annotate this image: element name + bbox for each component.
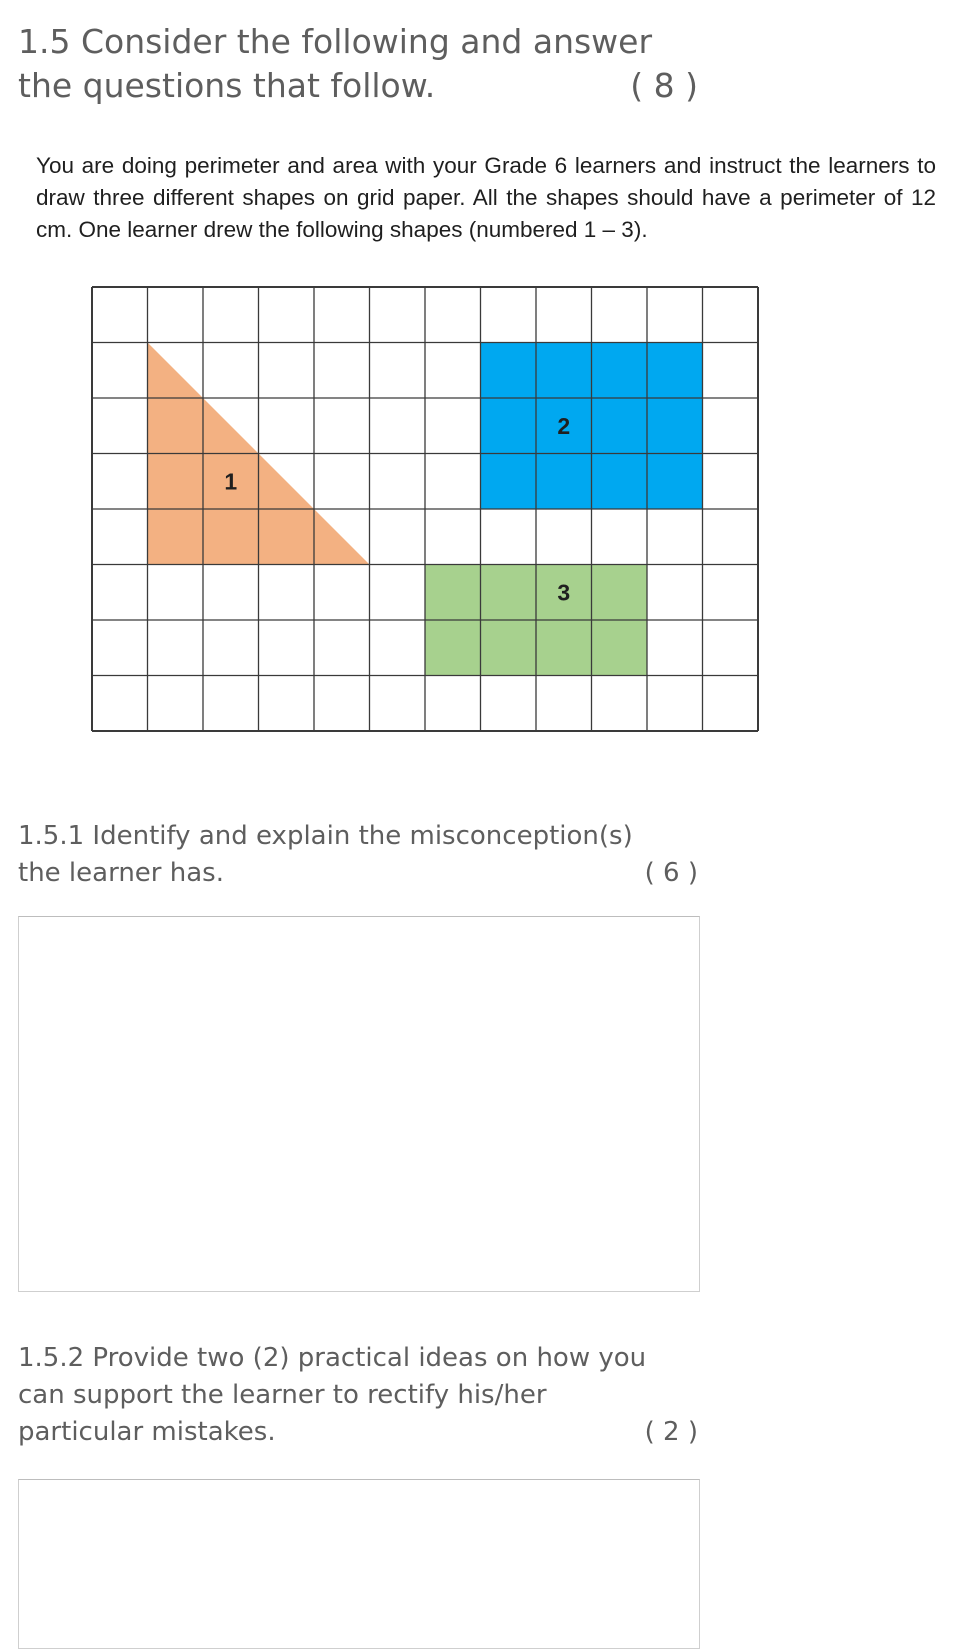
- grid-paper-figure: [91, 286, 759, 740]
- sub-question-1-5-2-line3: particular mistakes.: [18, 1417, 276, 1447]
- sub-question-1-5-2-line1: 1.5.2 Provide two (2) practical ideas on how you: [18, 1343, 647, 1373]
- answer-field-1-5-2[interactable]: [18, 1479, 700, 1649]
- sub-question-1-5-2-line2: can support the learner to rectify his/her: [18, 1380, 547, 1410]
- grid-figure: [91, 286, 759, 744]
- sub-question-1-5-1-line1: 1.5.1 Identify and explain the misconception(s): [18, 821, 633, 851]
- answer-field-1-5-1[interactable]: [18, 916, 700, 1292]
- question-title-line1: 1.5 Consider the following and answer: [18, 22, 653, 61]
- sub-question-1-5-2: [18, 1340, 698, 1451]
- question-heading: [18, 20, 698, 108]
- sub-question-1-5-1: [18, 818, 698, 892]
- shape-label-3: 3: [557, 579, 571, 606]
- shape-label-2: 2: [557, 412, 571, 439]
- shape-label-1: 1: [224, 468, 238, 495]
- question-title-line2: the questions that follow.: [18, 66, 436, 105]
- sub-question-1-5-1-marks: ( 6 ): [644, 858, 698, 888]
- question-marks: ( 8 ): [630, 66, 698, 105]
- sub-question-1-5-2-marks: ( 2 ): [644, 1417, 698, 1447]
- instructions-text: You are doing perimeter and area with your Grade 6 learners and instruct the learners to draw three different shapes on grid paper. All the shapes should have a perimeter of 12 cm. One learner drew the following shapes (numbered 1 – 3).: [36, 153, 936, 242]
- sub-question-1-5-1-line2: the learner has.: [18, 858, 224, 888]
